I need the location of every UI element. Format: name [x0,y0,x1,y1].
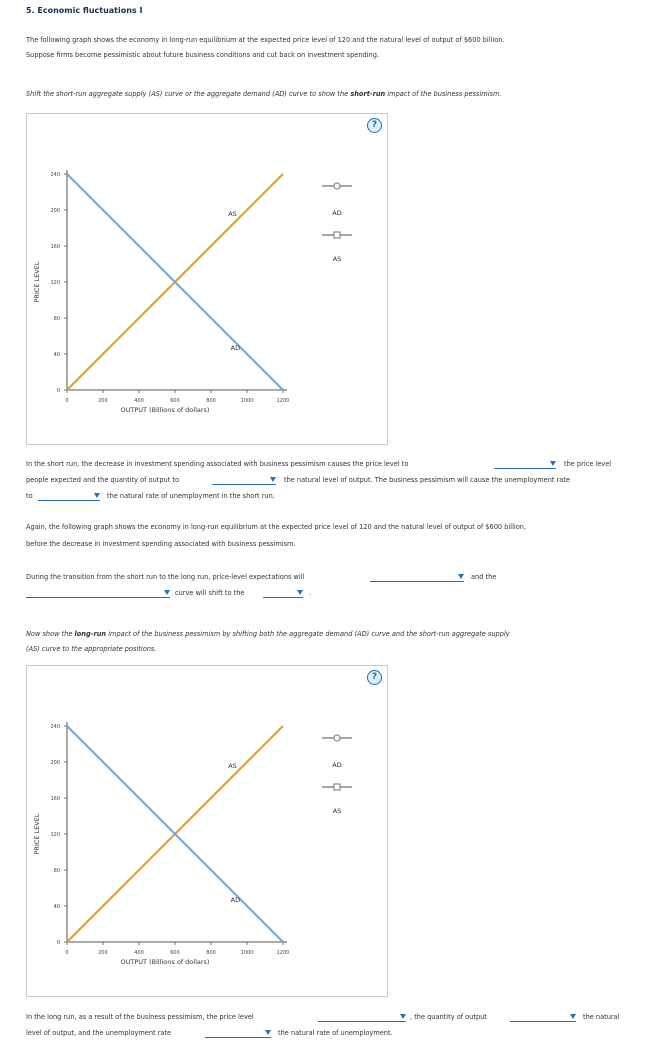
q3-unemployment-dropdown[interactable] [205,1028,271,1038]
legend-ad-label: AD [332,761,342,769]
q1-text-3: people expected and the quantity of output to [26,476,179,484]
x-axis-label: OUTPUT (Billions of dollars) [120,958,210,966]
y-tick-label: 240 [50,172,60,178]
y-tick-label: 240 [50,724,60,730]
again-line-2: before the decrease in investment spending associated with business pessimism. [26,540,296,548]
x-tick-label: 0 [65,398,69,404]
x-tick-label: 1000 [240,950,254,956]
chevron-down-icon [94,493,100,498]
q1-text-2: the price level [564,460,612,468]
instruction-bold: short-run [350,90,386,98]
graph-panel-long-run [26,665,388,997]
legend-as-label: AS [332,807,342,815]
q2-expectations-dropdown[interactable] [370,572,464,582]
q1-text-4: the natural level of output. The business pessimism will cause the unemployment rate [284,476,570,484]
y-tick-label: 0 [56,940,60,946]
q3-price-level-dropdown[interactable] [318,1012,406,1022]
instruction-long-run-line-2: (AS) curve to the appropriate positions. [26,645,157,653]
graph-panel-short-run [26,113,388,445]
chevron-down-icon [297,590,303,595]
q2-text-2: and the [471,573,497,581]
graph-short-run[interactable] [27,114,387,444]
intro-line-2: Suppose firms become pessimistic about future business conditions and cut back on investment spending. [26,51,379,59]
legend-ad-handle-icon [334,183,340,189]
x-tick-label: 0 [65,950,69,956]
q2-text-1: During the transition from the short run to the long run, price-level expectations will [26,573,305,581]
q1-unemployment-dropdown[interactable] [38,491,100,501]
instruction-bold: long-run [74,630,107,638]
ad-curve-label: AD [230,343,241,352]
q1-price-level-dropdown[interactable] [494,459,556,469]
x-tick-label: 400 [134,950,144,956]
q2-text-4: . [309,589,312,597]
x-tick-label: 1200 [276,398,290,404]
q1-output-dropdown[interactable] [212,475,276,485]
y-tick-label: 40 [53,904,60,910]
y-tick-label: 80 [53,316,60,322]
q2-text-3: curve will shift to the [175,589,245,597]
y-axis-label: PRICE LEVEL [33,813,41,855]
q1-text-6: the natural rate of unemployment in the short run. [107,492,275,500]
legend-as-label: AS [332,255,342,263]
x-tick-label: 200 [98,398,108,404]
q3-text-5: the natural rate of unemployment. [278,1029,393,1037]
as-curve-label: AS [228,209,237,218]
chevron-down-icon [400,1014,406,1019]
q1-text-5: to [26,492,33,500]
chevron-down-icon [458,574,464,579]
y-tick-label: 80 [53,868,60,874]
again-line-1: Again, the following graph shows the economy in long-run equilibrium at the expected price level of 120 and the natural level of output of $600 billion, [26,523,527,531]
x-tick-label: 800 [206,398,216,404]
x-tick-label: 200 [98,950,108,956]
legend-ad-label: AD [332,209,342,217]
q1-text-1: In the short run, the decrease in investment spending associated with business pessimism causes the price level to [26,460,409,468]
y-tick-label: 40 [53,352,60,358]
instruction-text-end: impact of the business pessimism. [385,90,502,98]
q3-text-2: , the quantity of output [410,1013,487,1021]
x-axis-label: OUTPUT (Billions of dollars) [120,406,210,414]
x-tick-label: 1000 [240,398,254,404]
x-tick-label: 600 [170,950,180,956]
q3-text-3: the natural [583,1013,620,1021]
intro-line-1: The following graph shows the economy in long-run equilibrium at the expected price level of 120 and the natural level of output of $600 billion. [26,36,505,44]
q3-text-4: level of output, and the unemployment rate [26,1029,172,1037]
y-tick-label: 200 [50,208,60,214]
chevron-down-icon [550,461,556,466]
chevron-down-icon [270,477,276,482]
instruction-text: Shift the short-run aggregate supply (AS) curve or the aggregate demand (AD) curve to show the [26,90,351,98]
instruction-long-run [26,627,510,642]
y-tick-label: 160 [50,796,60,802]
graph-long-run[interactable] [27,666,387,996]
question-mark-icon[interactable]: ? [367,118,382,133]
q3-text-1: In the long run, as a result of the business pessimism, the price level [26,1013,254,1021]
q2-direction-dropdown[interactable] [263,588,303,598]
chevron-down-icon [164,590,170,595]
y-tick-label: 120 [50,832,60,838]
q2-curve-dropdown[interactable] [26,588,170,598]
chevron-down-icon [265,1030,271,1035]
y-axis-label: PRICE LEVEL [33,261,41,303]
chevron-down-icon [570,1014,576,1019]
x-tick-label: 800 [206,950,216,956]
instruction-text-end: impact of the business pessimism by shifting both the aggregate demand (AD) curve and the short-run aggregate supply [106,630,510,638]
ad-curve-label: AD [230,895,241,904]
y-tick-label: 120 [50,280,60,286]
legend-ad-handle-icon [334,735,340,741]
x-tick-label: 1200 [276,950,290,956]
y-tick-label: 160 [50,244,60,250]
x-tick-label: 400 [134,398,144,404]
section-title: 5. Economic fluctuations I [26,6,143,15]
legend-as-handle-icon [334,232,340,238]
as-curve-label: AS [228,761,237,770]
q3-output-dropdown[interactable] [510,1012,576,1022]
x-tick-label: 600 [170,398,180,404]
instruction-text: Now show the [26,630,75,638]
y-tick-label: 0 [56,388,60,394]
question-mark-icon[interactable]: ? [367,670,382,685]
instruction-short-run [26,87,502,102]
legend-as-handle-icon [334,784,340,790]
y-tick-label: 200 [50,760,60,766]
